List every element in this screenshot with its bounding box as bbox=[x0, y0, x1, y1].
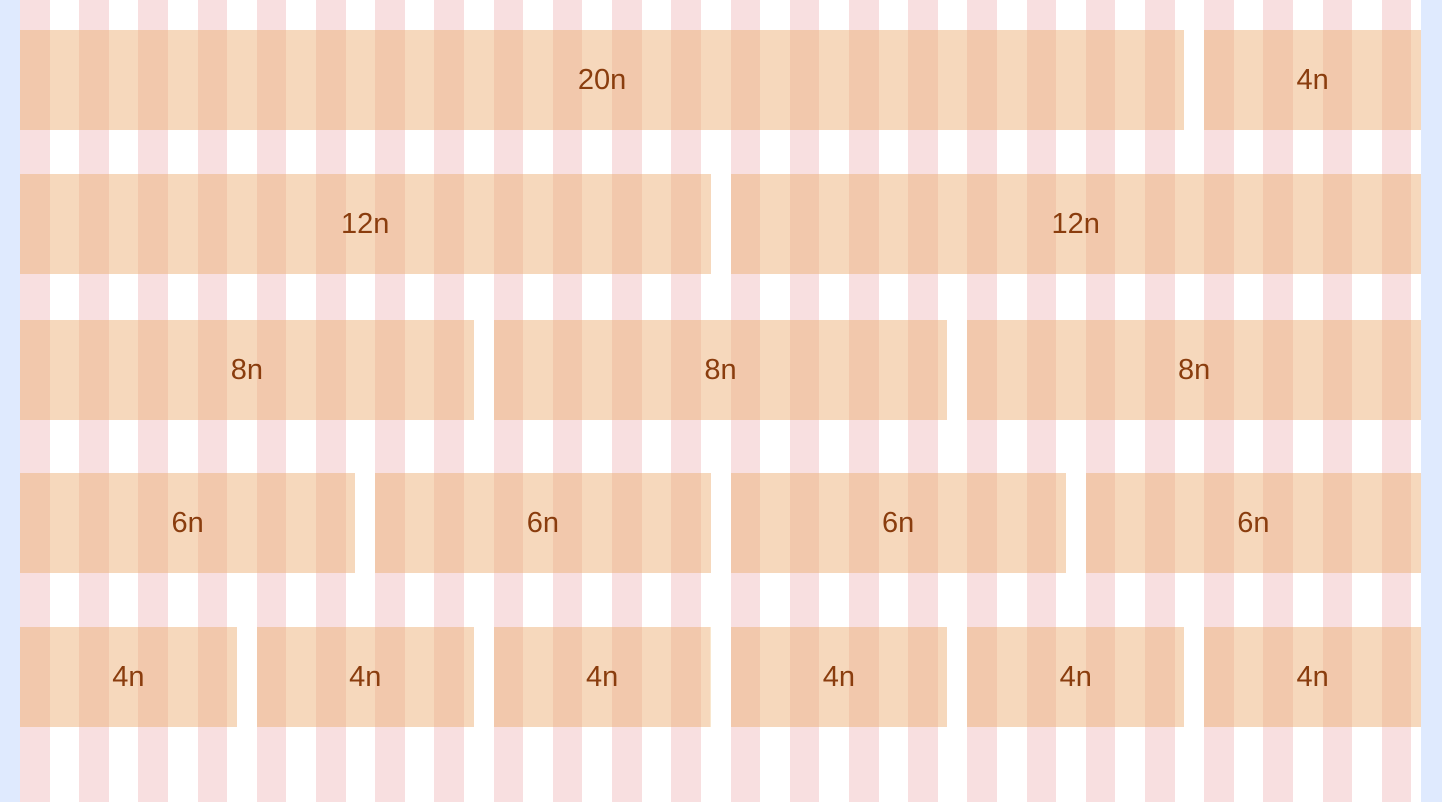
row-5-cell-4: 4n bbox=[731, 627, 948, 727]
gutter bbox=[711, 174, 731, 274]
row-5-cell-6: 4n bbox=[1204, 627, 1421, 727]
row-1-cell-2: 4n bbox=[1204, 30, 1421, 130]
row-5-cell-1: 4n bbox=[20, 627, 237, 727]
gutter bbox=[474, 320, 494, 420]
grid-area bbox=[20, 0, 1421, 802]
gutter bbox=[1066, 473, 1086, 573]
row-2-cell-1: 12n bbox=[20, 174, 711, 274]
row-5-cell-2: 4n bbox=[257, 627, 474, 727]
row-4-cell-4: 6n bbox=[1086, 473, 1421, 573]
left-margin bbox=[0, 0, 20, 802]
row-5-cell-5: 4n bbox=[967, 627, 1184, 727]
row-3-cell-1: 8n bbox=[20, 320, 474, 420]
gutter bbox=[947, 627, 967, 727]
gutter bbox=[947, 320, 967, 420]
gutter bbox=[1184, 30, 1204, 130]
gutter bbox=[711, 627, 731, 727]
row-4-cell-2: 6n bbox=[375, 473, 710, 573]
gutter bbox=[355, 473, 375, 573]
row-1-cell-1: 20n bbox=[20, 30, 1184, 130]
row-4-cell-1: 6n bbox=[20, 473, 355, 573]
gutter bbox=[1184, 627, 1204, 727]
gutter bbox=[237, 627, 257, 727]
gutter bbox=[474, 627, 494, 727]
row-4-cell-3: 6n bbox=[731, 473, 1066, 573]
row-2-cell-2: 12n bbox=[731, 174, 1422, 274]
row-3-cell-2: 8n bbox=[494, 320, 948, 420]
right-margin bbox=[1421, 0, 1442, 802]
row-5-cell-3: 4n bbox=[494, 627, 711, 727]
gutter bbox=[711, 473, 731, 573]
row-3-cell-3: 8n bbox=[967, 320, 1421, 420]
